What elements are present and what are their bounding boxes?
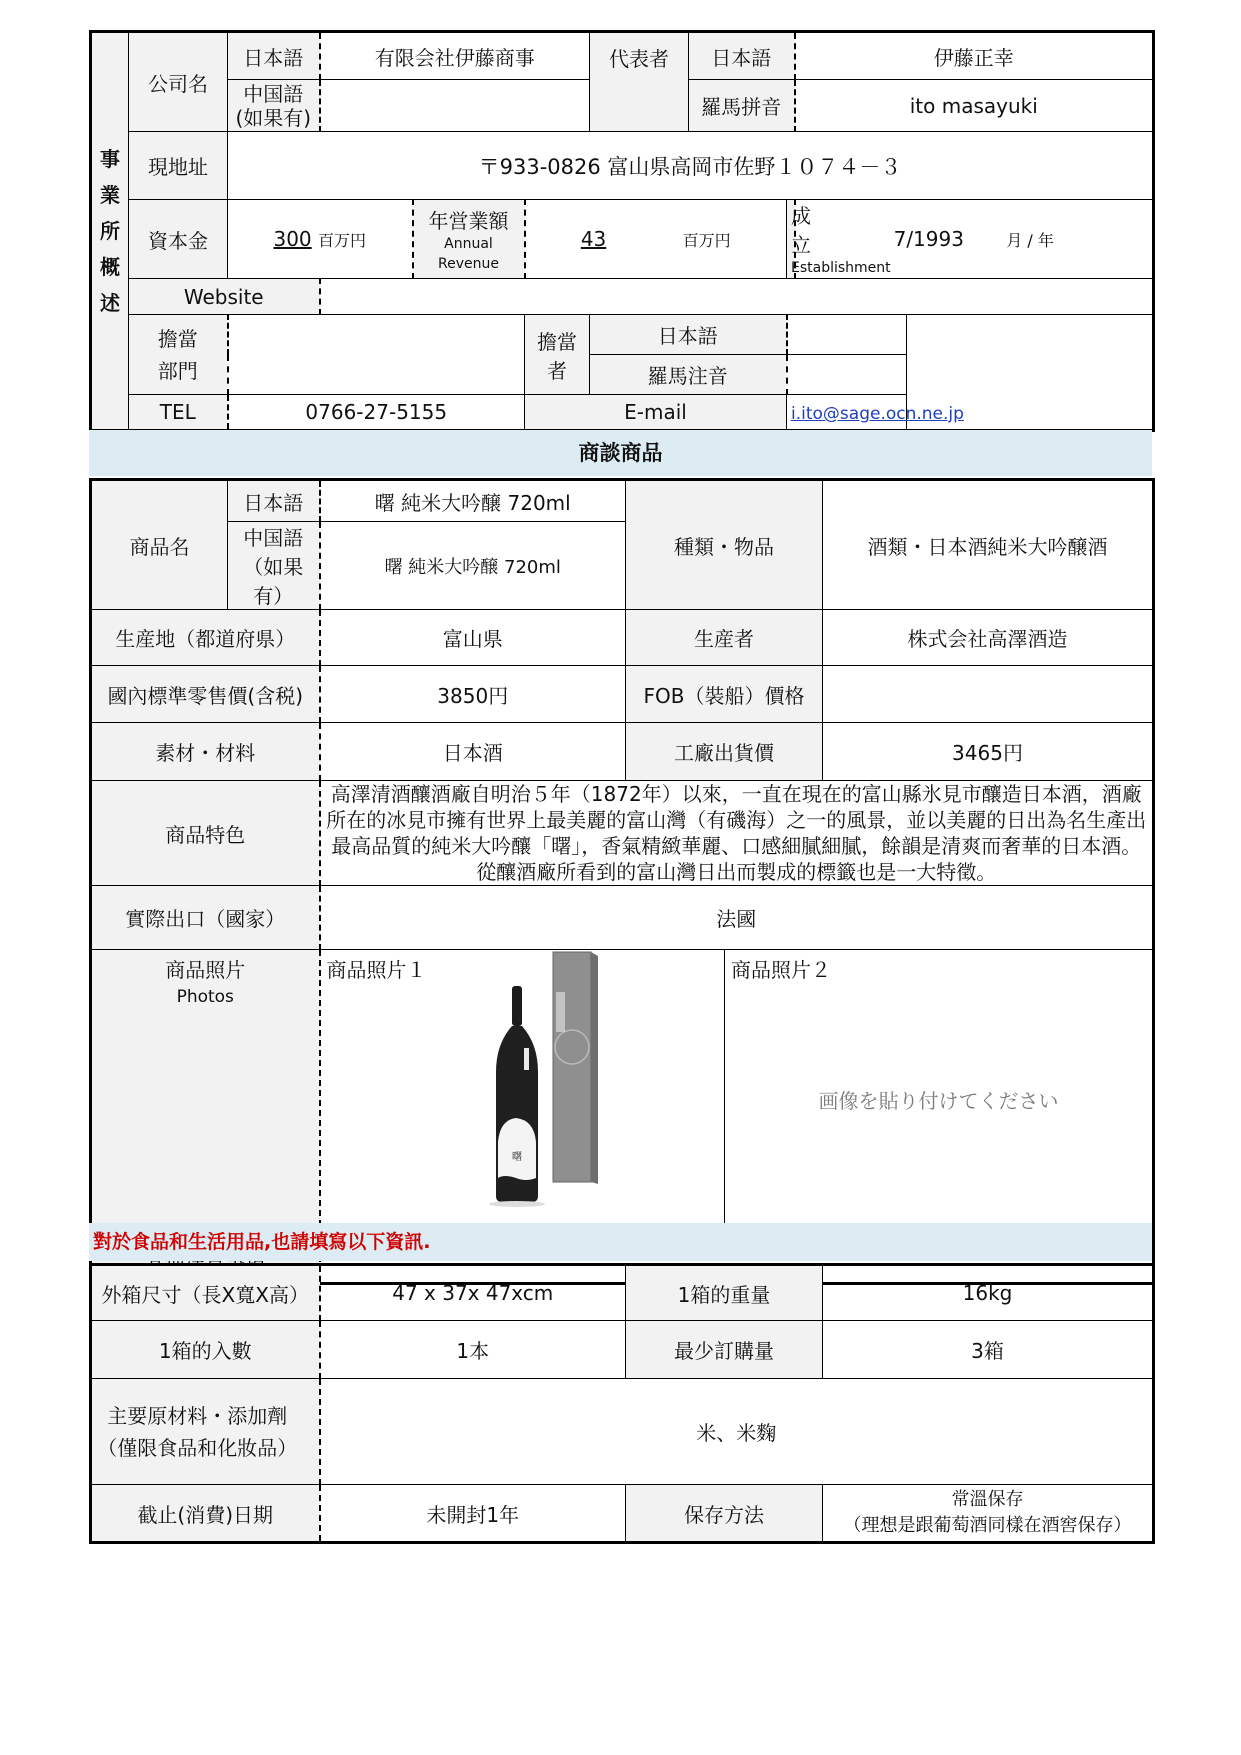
category-value: 酒類・日本酒純米大吟醸酒	[823, 480, 1154, 610]
food-info-note: 對於食品和生活用品,也請填寫以下資訊.	[89, 1223, 1152, 1261]
tel-value: 0766-27-5155	[228, 395, 525, 431]
gift-box-front	[553, 952, 591, 1182]
expiry-value: 未開封1年	[320, 1485, 626, 1543]
bottle-label-text: 曙	[511, 1152, 522, 1163]
retail-price-value: 3850円	[320, 666, 626, 723]
rep-lang-ja-label: 日本語	[689, 32, 795, 80]
revenue-label-cell	[413, 200, 525, 279]
factory-price-value: 3465円	[823, 723, 1154, 781]
retail-price-label: 國內標準零售價(含税)	[91, 666, 320, 723]
per-box-value: 1本	[320, 1321, 626, 1379]
storage-value-2: （理想是跟葡萄酒同樣在酒窖保存）	[843, 1515, 1132, 1536]
box-weight-label: 1箱的重量	[626, 1265, 823, 1321]
expiry-label: 截止(消費)日期	[91, 1485, 320, 1543]
feature-text: 高澤清酒釀酒廠自明治５年（1872年）以來，一直在現在的富山縣氷見市釀造日本酒，酒廠所在的冰見市擁有世界上最美麗的富山灣（有磯海）之一的風景，並以美麗的日出為名生產出最高品質的純米大吟釀「曙」，香氣精緻華麗、口感細膩細膩，餘韻是清爽而奢華的日本酒。從釀酒廠所看到的富山灣日出而製成的標籤也是一大特徵。	[320, 781, 1154, 886]
feature-label: 商品特色	[91, 781, 320, 886]
revenue-sub-2: Revenue	[438, 255, 499, 272]
photos-label: 商品照片	[165, 958, 246, 982]
department-label-1: 擔當	[157, 326, 198, 351]
representative-name-ja: 伊藤正幸	[795, 32, 1154, 80]
ingredients-value: 米、米麴	[320, 1379, 1154, 1485]
email-label: E-mail	[525, 395, 787, 431]
storage-label: 保存方法	[626, 1485, 823, 1543]
contact-lang-romaji-label: 羅馬注音	[590, 355, 787, 395]
product-lang-ja-label: 日本語	[228, 480, 320, 522]
contact-name-ja	[787, 315, 907, 355]
origin-label: 生産地（都道府県）	[91, 610, 320, 666]
bottle-shadow	[489, 1201, 545, 1207]
ingredients-label: 主要原材料・添加劑（僅限食品和化妝品）	[91, 1379, 320, 1485]
product-section-title: 商談商品	[89, 430, 1152, 476]
material-label: 素材・材料	[91, 723, 320, 781]
moq-label: 最少訂購量	[626, 1321, 823, 1379]
photo-2-cell[interactable]	[725, 950, 1154, 1236]
capital-unit: 百万円	[318, 231, 367, 250]
producer-value: 株式会社高澤酒造	[823, 610, 1154, 666]
fob-price-label: FOB（裝船）價格	[626, 666, 823, 723]
bottle-side-tag	[524, 1048, 529, 1070]
product-name-label: 商品名	[91, 480, 228, 610]
capital-label: 資本金	[129, 200, 228, 279]
lang-zh-label: 中国語 (如果有)	[228, 80, 320, 132]
export-label: 實際出口（國家）	[91, 886, 320, 950]
lang-ja-label: 日本語	[228, 32, 320, 80]
per-box-label: 1箱的入數	[91, 1321, 320, 1379]
bottle-label	[498, 1118, 536, 1180]
company-section	[89, 30, 1152, 432]
revenue-value: 43	[580, 227, 607, 251]
established-unit: 月 / 年	[1006, 231, 1054, 250]
email-link[interactable]: i.ito@sage.ocn.ne.jp	[791, 404, 964, 424]
photos-label-cell	[91, 950, 320, 1236]
revenue-label: 年営業額	[428, 208, 509, 233]
origin-value: 富山県	[320, 610, 626, 666]
gift-box-side	[591, 952, 598, 1184]
company-name-zh	[320, 80, 590, 132]
photo-1-label: 商品照片１	[326, 958, 427, 982]
company-name-label: 公司名	[129, 32, 228, 132]
factory-price-label: 工廠出貨價	[626, 723, 823, 781]
established-value: 7/1993	[893, 227, 964, 251]
revenue-cell	[525, 200, 787, 279]
storage-cell	[823, 1485, 1154, 1543]
moq-value: 3箱	[823, 1321, 1154, 1379]
revenue-unit: 百万円	[682, 231, 731, 250]
company-table	[89, 30, 1155, 432]
contact-name-romaji	[787, 355, 907, 395]
capital-value: 300	[273, 227, 312, 251]
box-size-value: 47 x 37x 47xcm	[320, 1265, 626, 1321]
rep-lang-romaji-label: 羅馬拼音	[689, 80, 795, 132]
contact-label: 擔當者	[525, 315, 590, 395]
address-label: 現地址	[129, 132, 228, 200]
product-lang-zh-label: 中国語（如果有）	[228, 522, 320, 610]
representative-name-romaji: ito masayuki	[795, 80, 1154, 132]
box-size-label: 外箱尺寸（長X寬X高）	[91, 1265, 320, 1321]
fob-price-value	[823, 666, 1154, 723]
material-value: 日本酒	[320, 723, 626, 781]
box-weight-value: 16kg	[823, 1265, 1154, 1321]
revenue-sub-1: Annual	[444, 235, 493, 252]
product-name-zh: 曙 純米大吟醸 720ml	[320, 522, 626, 610]
email-cell	[787, 395, 964, 431]
company-name-ja: 有限会社伊藤商事	[320, 32, 590, 80]
department-label-2: 部門	[157, 358, 198, 383]
product-section	[89, 478, 1152, 1285]
representative-label: 代表者	[590, 32, 689, 132]
established-label: 成立	[791, 204, 811, 257]
product-table	[89, 478, 1155, 1285]
export-value: 法國	[320, 886, 1154, 950]
photo-2-placeholder: 画像を貼り付けてください	[818, 1089, 1059, 1113]
website-value[interactable]	[320, 279, 1154, 315]
gift-box-tag	[556, 992, 565, 1032]
producer-label: 生産者	[626, 610, 823, 666]
storage-value-1: 常溫保存	[951, 1489, 1024, 1510]
address-value: 〒933-0826 富山県高岡市佐野１０７４－３	[228, 132, 1154, 200]
product-name-ja: 曙 純米大吟醸 720ml	[320, 480, 626, 522]
capital-cell	[228, 200, 413, 279]
department-value	[228, 315, 525, 395]
department-label-cell	[129, 315, 228, 395]
established-label-cell: 成立 Establishment	[787, 200, 795, 279]
section-label-overview: 事 業 所 概 述	[91, 32, 129, 431]
category-label: 種類・物品	[626, 480, 823, 610]
contact-lang-ja-label: 日本語	[590, 315, 787, 355]
tel-label: TEL	[129, 395, 228, 431]
website-label: Website	[129, 279, 320, 315]
sake-bottle-photo	[456, 952, 656, 1212]
photo-1-cell	[320, 950, 725, 1236]
photo-2-label: 商品照片２	[731, 958, 831, 982]
food-section	[89, 1263, 1152, 1544]
bottle-neck	[512, 986, 522, 1026]
food-table	[89, 1263, 1155, 1544]
photos-sub: Photos	[176, 987, 234, 1007]
